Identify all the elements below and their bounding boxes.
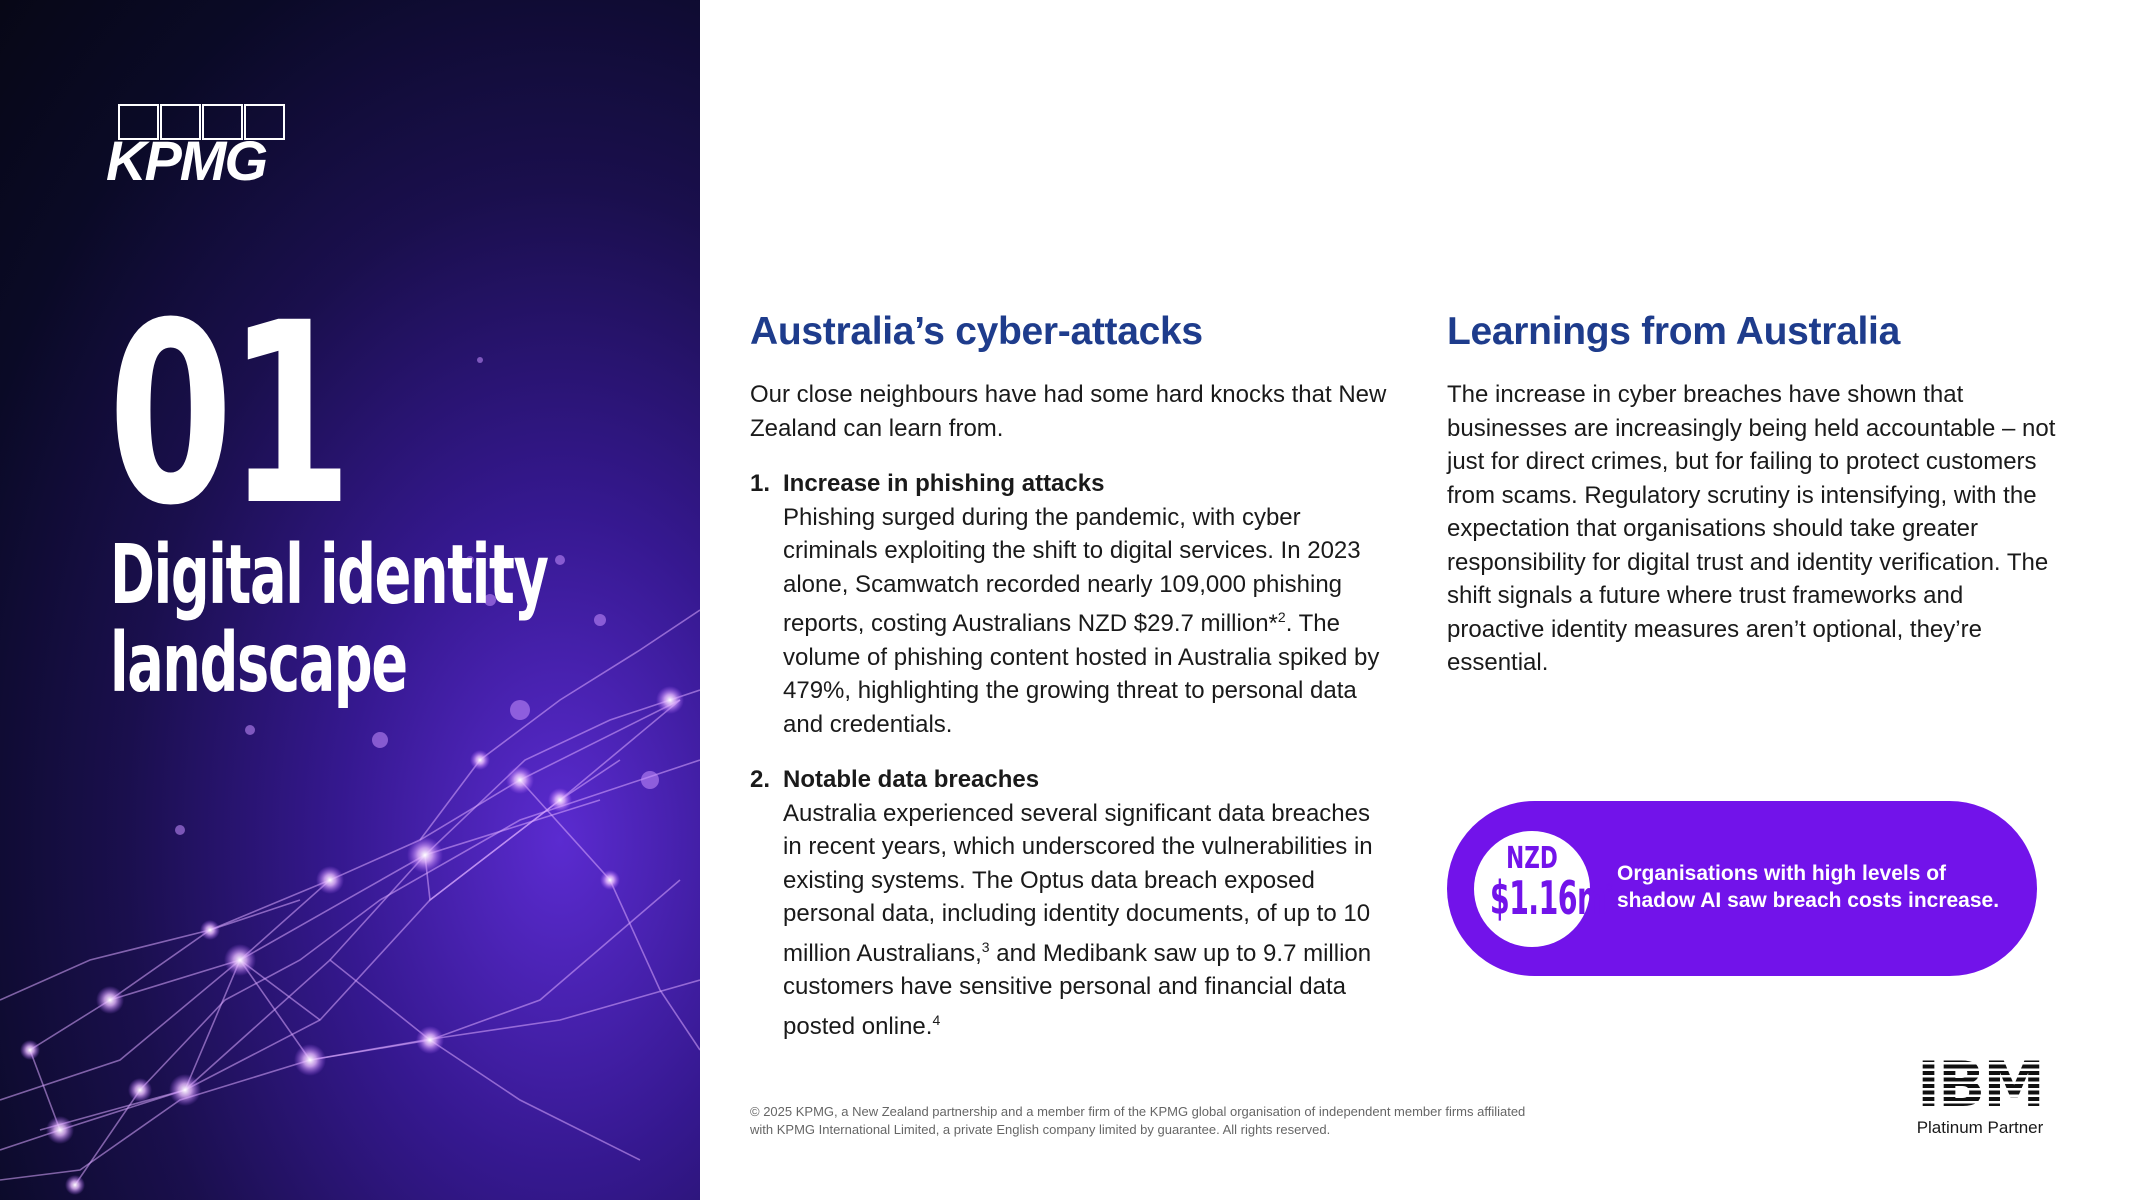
hero-panel — [0, 0, 700, 1200]
item-number: 2. — [750, 766, 771, 793]
list-item — [750, 763, 1390, 1043]
ibm-logo — [1915, 1058, 2045, 1110]
left-column — [750, 310, 1390, 1065]
svg-text:IBM: IBM — [1916, 1058, 2044, 1110]
footnote-ref: 4 — [932, 1011, 941, 1028]
right-column — [1447, 310, 2067, 680]
stat-marker: * — [1606, 878, 1612, 903]
stat-circle — [1474, 831, 1612, 947]
list-item — [750, 467, 1390, 741]
stat-currency: NZD — [1506, 841, 1558, 876]
section-number: 01 — [108, 269, 347, 560]
right-body: The increase in cyber breaches have shown that businesses are increasingly being held accountable – not just for direct crimes, but for failing to protect customers from scams. Regulatory scrutiny is intensifying, with the expectation that organisations should take greater responsibility for digital trust and identity verification. The shift signals a future where trust frameworks and proactive identity measures aren’t optional, they’re essential. — [1447, 381, 2056, 676]
stat-description: Organisations with high levels of shadow AI saw breach costs increase. — [1617, 862, 2000, 912]
stat-value: $1.16m* — [1489, 871, 1612, 925]
item-title: Increase in phishing attacks — [783, 470, 1105, 497]
item-number: 1. — [750, 470, 771, 497]
section-title: Digital identity landscape — [110, 528, 548, 711]
stat-callout — [1447, 801, 2037, 976]
partner-caption: Platinum Partner — [1916, 1118, 2044, 1137]
kpmg-logo: KPMG — [106, 104, 290, 184]
ibm-partner-badge — [1910, 1058, 2050, 1138]
left-heading: Australia’s cyber-attacks — [750, 310, 1203, 353]
left-intro: Our close neighbours have had some hard knocks that New Zealand can learn from. — [750, 381, 1387, 442]
copyright-notice: © 2025 KPMG, a New Zealand partnership and a member firm of the KPMG global organisation of independent member firms affiliated with KPMG International Limited, a private English company limited by guarantee. All rights reserved. — [750, 1104, 1526, 1137]
numbered-list — [750, 467, 1390, 1043]
footnote-ref: 3 — [981, 938, 990, 955]
right-heading: Learnings from Australia — [1447, 310, 1900, 353]
item-body: Phishing surged during the pandemic, with cyber criminals exploiting the shift to digital services. In 2023 alone, Scamwatch recorded nearly 109,000 phishing reports, costing Australians NZD $29.7 million*$^2$. The volume of phishing content hosted in Australia spiked by 479%, highlighting the growing threat to personal data and credentials. — [783, 503, 1380, 738]
footnote-ref: 2 — [1277, 609, 1286, 625]
item-title: Notable data breaches — [783, 766, 1040, 793]
item-body: Australia experienced several significant data breaches in recent years, which underscored the vulnerabilities in existing systems. The Optus data breach exposed personal data, including identity documents, of up to 10 million Australians,$^3$ and Medibank saw up to 9.7 million customers have sensitive personal and financial data posted online.$^4$ — [783, 799, 1373, 1040]
